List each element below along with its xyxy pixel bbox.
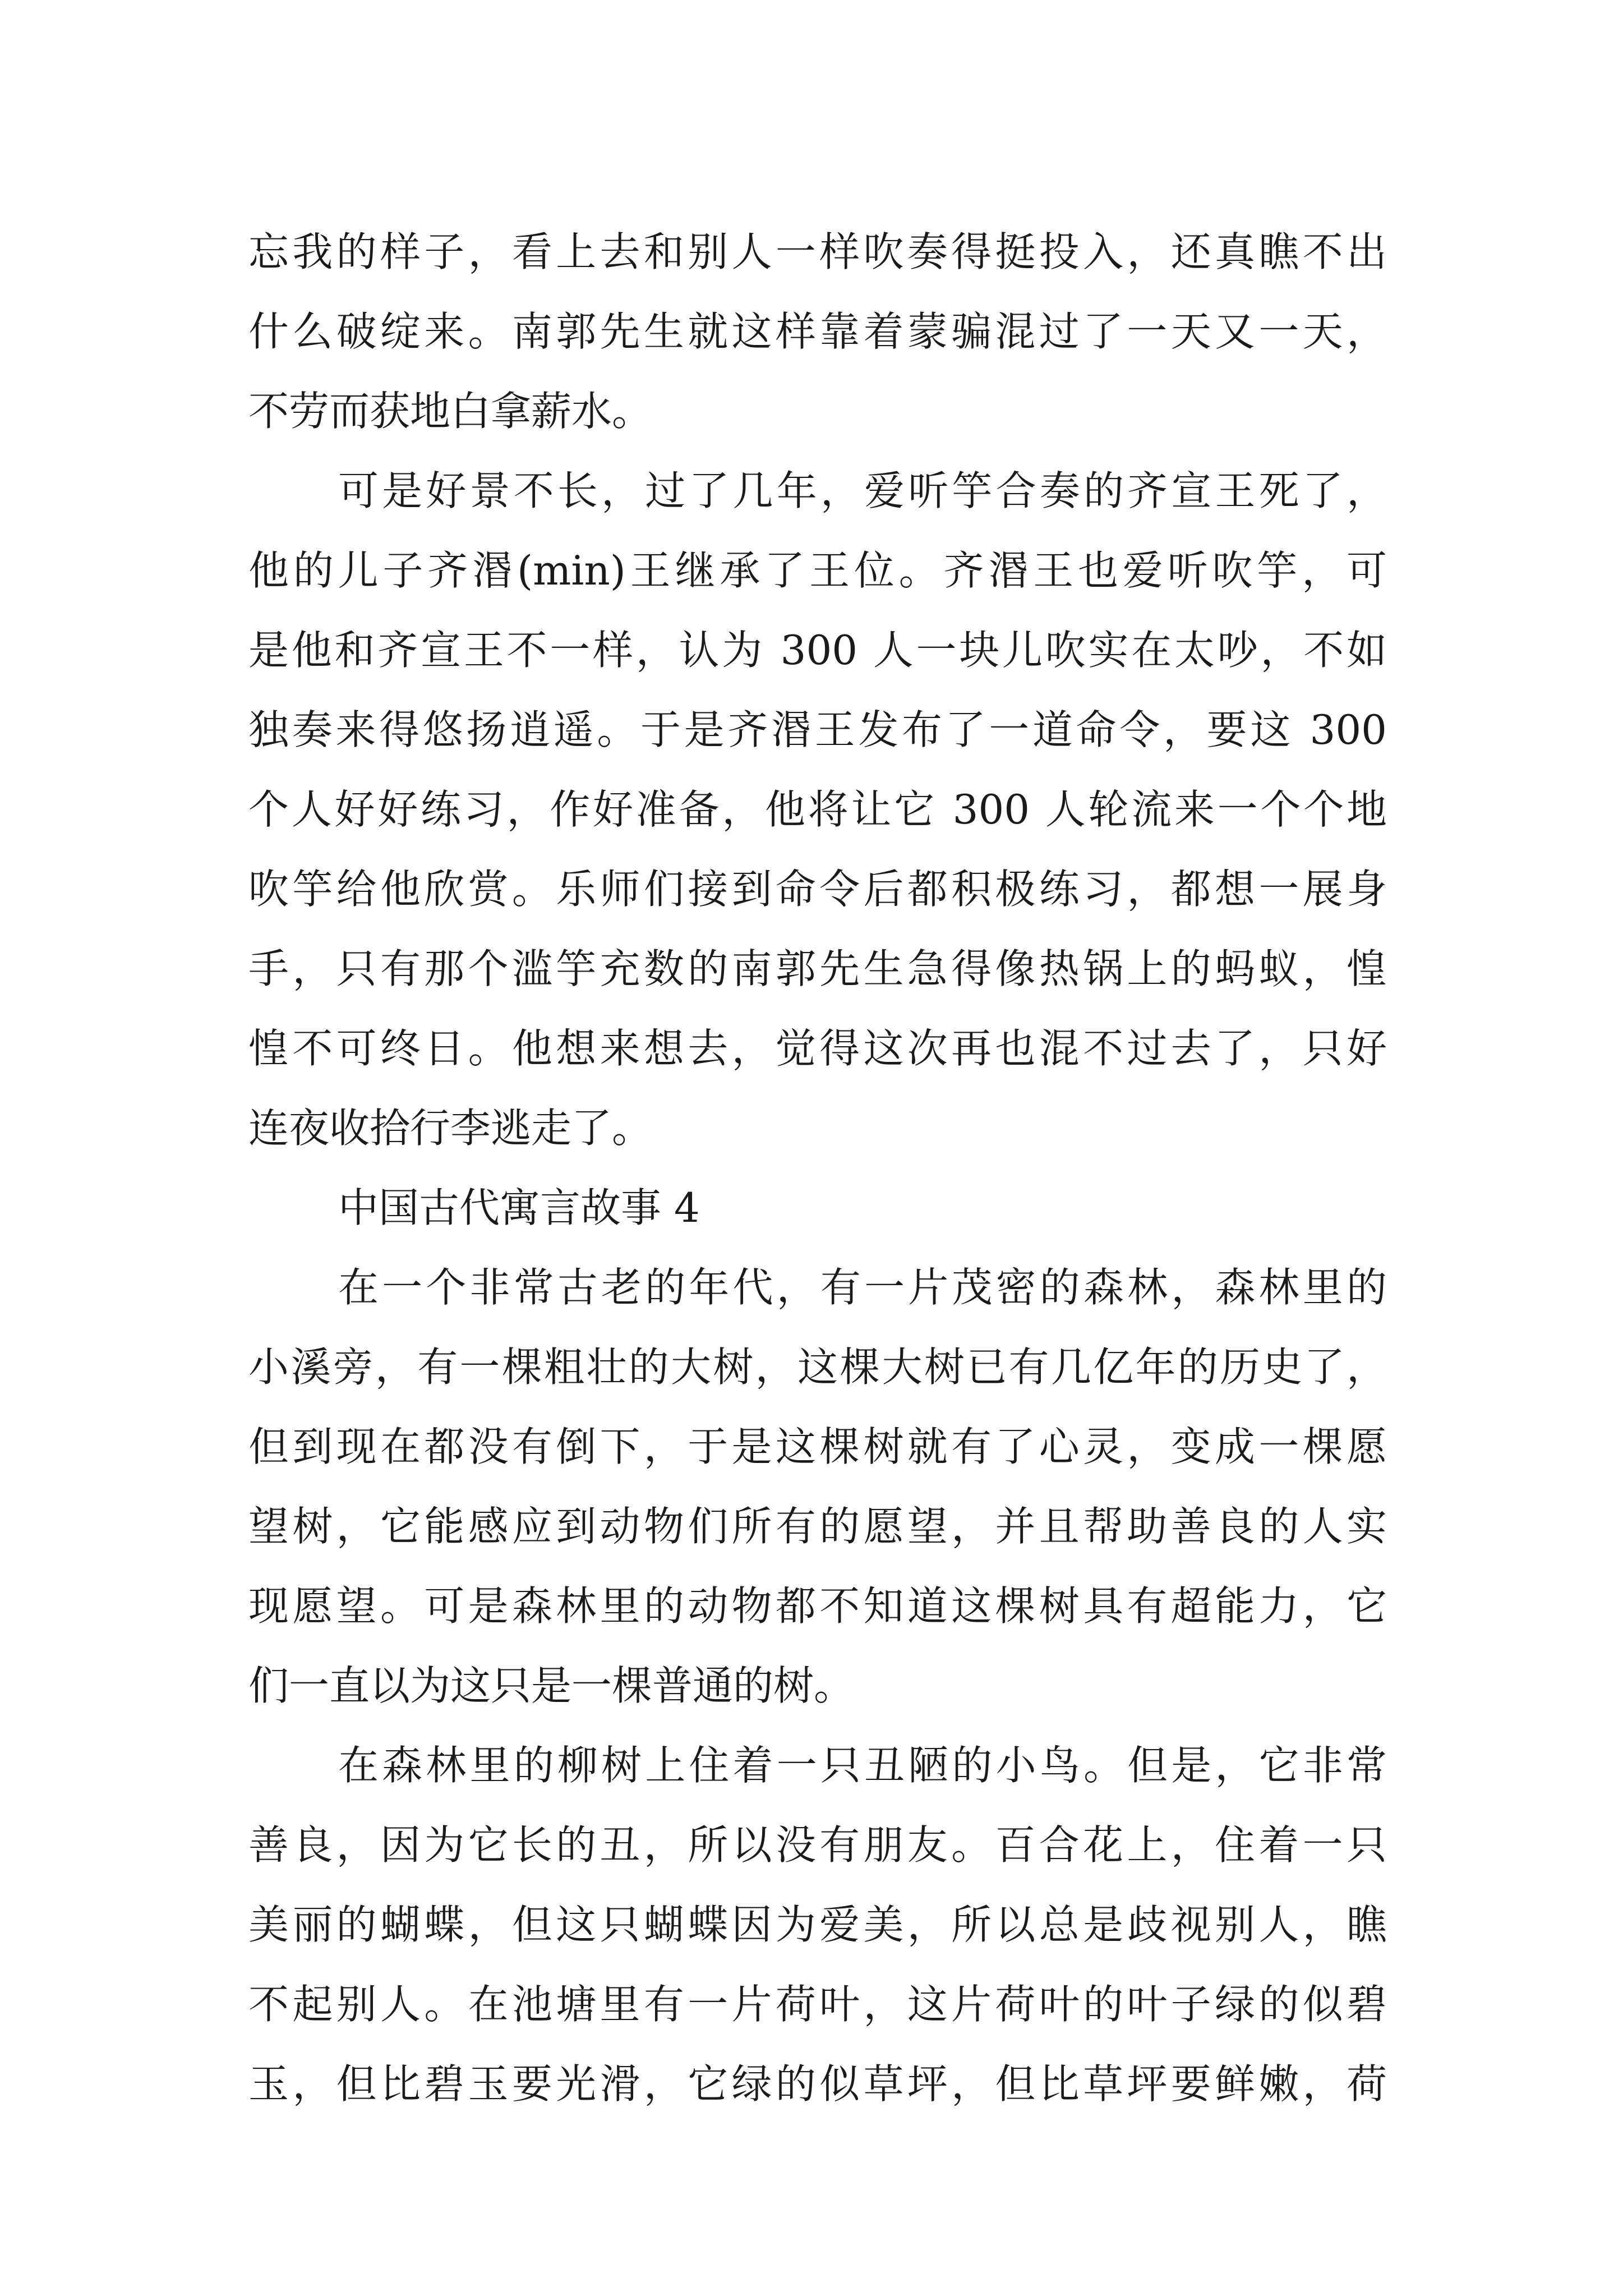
text-line: 望树，它能感应到动物们所有的愿望，并且帮助善良的人实 [248,1503,1387,1550]
text-line: 不起别人。在池塘里有一片荷叶，这片荷叶的叶子绿的似碧 [248,1981,1387,2028]
text-line: 个人好好练习，作好准备，他将让它 300 人轮流来一个个地 [248,786,1387,833]
text-line: 在森林里的柳树上住着一只丑陋的小鸟。但是，它非常 [338,1742,1387,1789]
text-line: 善良，因为它长的丑，所以没有朋友。百合花上，住着一只 [248,1821,1387,1869]
text-line: 独奏来得悠扬逍遥。于是齐湣王发布了一道命令，要这 300 [248,706,1387,753]
text-line: 什么破绽来。南郭先生就这样靠着蒙骗混过了一天又一天， [248,308,1387,355]
text-line: 他的儿子齐湣(min)王继承了王位。齐湣王也爱听吹竽，可 [248,547,1387,594]
section-heading: 中国古代寓言故事 4 [338,1184,700,1231]
text-line: 现愿望。可是森林里的动物都不知道这棵树具有超能力，它 [248,1582,1387,1630]
document-body [248,212,1387,2124]
text-line: 忘我的样子，看上去和别人一样吹奏得挺投入，还真瞧不出 [248,228,1387,275]
text-line: 是他和齐宣王不一样，认为 300 人一块儿吹实在太吵，不如 [248,627,1387,674]
text-line: 可是好景不长，过了几年，爱听竽合奏的齐宣王死了， [338,467,1387,514]
text-line: 惶不可终日。他想来想去，觉得这次再也混不过去了，只好 [248,1025,1387,1072]
text-line: 们一直以为这只是一棵普通的树。 [248,1662,855,1709]
text-line: 小溪旁，有一棵粗壮的大树，这棵大树已有几亿年的历史了， [248,1343,1387,1391]
text-line: 吹竽给他欣赏。乐师们接到命令后都积极练习，都想一展身 [248,866,1387,913]
text-line: 但到现在都没有倒下，于是这棵树就有了心灵，变成一棵愿 [248,1423,1387,1470]
text-line: 美丽的蝴蝶，但这只蝴蝶因为爱美，所以总是歧视别人，瞧 [248,1901,1387,1948]
text-line: 在一个非常古老的年代，有一片茂密的森林，森林里的 [338,1264,1387,1311]
text-line: 手，只有那个滥竽充数的南郭先生急得像热锅上的蚂蚁，惶 [248,945,1387,992]
text-line: 玉，但比碧玉要光滑，它绿的似草坪，但比草坪要鲜嫩，荷 [248,2060,1387,2108]
text-line: 不劳而获地白拿薪水。 [248,388,653,435]
text-line: 连夜收拾行李逃走了。 [248,1105,653,1152]
